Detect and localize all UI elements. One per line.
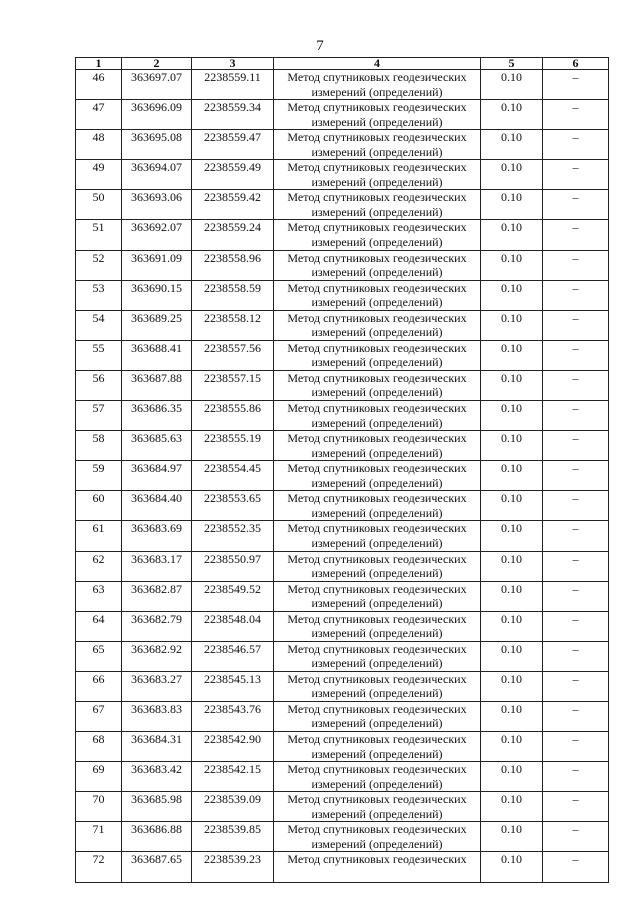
column-header: 1 — [76, 58, 122, 70]
table-row — [76, 852, 609, 882]
accuracy-cell: 0.10 — [481, 581, 543, 611]
method-cell: Метод спутниковых геодезических измерений (определений) — [274, 792, 481, 822]
y-coordinate-cell: 2238559.11 — [192, 70, 274, 100]
y-coordinate-cell: 2238549.52 — [192, 581, 274, 611]
y-coordinate-cell: 2238557.15 — [192, 370, 274, 400]
point-number-cell: 61 — [76, 521, 122, 551]
method-cell: Метод спутниковых геодезических измерений (определений) — [274, 671, 481, 701]
point-number-cell: 48 — [76, 130, 122, 160]
accuracy-cell: 0.10 — [481, 401, 543, 431]
note-cell: – — [543, 340, 609, 370]
table-row — [76, 701, 609, 731]
x-coordinate-cell: 363687.88 — [122, 370, 192, 400]
accuracy-cell: 0.10 — [481, 551, 543, 581]
point-number-cell: 50 — [76, 190, 122, 220]
table-row — [76, 280, 609, 310]
point-number-cell: 67 — [76, 701, 122, 731]
column-header: 3 — [192, 58, 274, 70]
column-header: 4 — [274, 58, 481, 70]
table-row — [76, 220, 609, 250]
method-cell: Метод спутниковых геодезических измерений (определений) — [274, 431, 481, 461]
method-cell: Метод спутниковых геодезических измерений (определений) — [274, 340, 481, 370]
y-coordinate-cell: 2238559.49 — [192, 160, 274, 190]
y-coordinate-cell: 2238559.24 — [192, 220, 274, 250]
table-row — [76, 792, 609, 822]
table-row — [76, 581, 609, 611]
x-coordinate-cell: 363683.83 — [122, 701, 192, 731]
table-row — [76, 401, 609, 431]
accuracy-cell: 0.10 — [481, 762, 543, 792]
accuracy-cell: 0.10 — [481, 130, 543, 160]
method-cell: Метод спутниковых геодезических измерений (определений) — [274, 190, 481, 220]
y-coordinate-cell: 2238539.23 — [192, 852, 274, 882]
table-row — [76, 732, 609, 762]
table-header-row — [76, 58, 609, 70]
table-row — [76, 340, 609, 370]
x-coordinate-cell: 363683.42 — [122, 762, 192, 792]
table-row — [76, 160, 609, 190]
table-row — [76, 762, 609, 792]
y-coordinate-cell: 2238554.45 — [192, 461, 274, 491]
x-coordinate-cell: 363683.27 — [122, 671, 192, 701]
x-coordinate-cell: 363684.31 — [122, 732, 192, 762]
y-coordinate-cell: 2238558.59 — [192, 280, 274, 310]
point-number-cell: 53 — [76, 280, 122, 310]
table-row — [76, 521, 609, 551]
accuracy-cell: 0.10 — [481, 250, 543, 280]
point-number-cell: 57 — [76, 401, 122, 431]
table-row — [76, 431, 609, 461]
table-body — [76, 70, 609, 883]
point-number-cell: 46 — [76, 70, 122, 100]
note-cell: – — [543, 551, 609, 581]
method-cell: Метод спутниковых геодезических измерений (определений) — [274, 280, 481, 310]
y-coordinate-cell: 2238553.65 — [192, 491, 274, 521]
x-coordinate-cell: 363682.92 — [122, 641, 192, 671]
point-number-cell: 55 — [76, 340, 122, 370]
accuracy-cell: 0.10 — [481, 340, 543, 370]
accuracy-cell: 0.10 — [481, 611, 543, 641]
method-cell: Метод спутниковых геодезических измерений (определений) — [274, 310, 481, 340]
x-coordinate-cell: 363688.41 — [122, 340, 192, 370]
method-cell: Метод спутниковых геодезических измерений (определений) — [274, 762, 481, 792]
point-number-cell: 59 — [76, 461, 122, 491]
accuracy-cell: 0.10 — [481, 852, 543, 882]
note-cell: – — [543, 70, 609, 100]
point-number-cell: 54 — [76, 310, 122, 340]
method-cell: Метод спутниковых геодезических измерений (определений) — [274, 461, 481, 491]
method-cell: Метод спутниковых геодезических измерений (определений) — [274, 641, 481, 671]
method-cell: Метод спутниковых геодезических измерений (определений) — [274, 611, 481, 641]
accuracy-cell: 0.10 — [481, 491, 543, 521]
y-coordinate-cell: 2238546.57 — [192, 641, 274, 671]
x-coordinate-cell: 363684.97 — [122, 461, 192, 491]
column-header: 6 — [543, 58, 609, 70]
y-coordinate-cell: 2238558.12 — [192, 310, 274, 340]
note-cell: – — [543, 822, 609, 852]
accuracy-cell: 0.10 — [481, 461, 543, 491]
x-coordinate-cell: 363685.98 — [122, 792, 192, 822]
accuracy-cell: 0.10 — [481, 370, 543, 400]
x-coordinate-cell: 363690.15 — [122, 280, 192, 310]
accuracy-cell: 0.10 — [481, 100, 543, 130]
point-number-cell: 51 — [76, 220, 122, 250]
accuracy-cell: 0.10 — [481, 822, 543, 852]
point-number-cell: 70 — [76, 792, 122, 822]
point-number-cell: 69 — [76, 762, 122, 792]
y-coordinate-cell: 2238559.42 — [192, 190, 274, 220]
point-number-cell: 52 — [76, 250, 122, 280]
x-coordinate-cell: 363685.63 — [122, 431, 192, 461]
note-cell: – — [543, 220, 609, 250]
page-number: 7 — [316, 38, 324, 54]
note-cell: – — [543, 762, 609, 792]
coordinates-table — [75, 57, 609, 883]
accuracy-cell: 0.10 — [481, 701, 543, 731]
note-cell: – — [543, 130, 609, 160]
note-cell: – — [543, 671, 609, 701]
x-coordinate-cell: 363694.07 — [122, 160, 192, 190]
method-cell: Метод спутниковых геодезических измерений (определений) — [274, 521, 481, 551]
x-coordinate-cell: 363683.17 — [122, 551, 192, 581]
accuracy-cell: 0.10 — [481, 70, 543, 100]
method-cell: Метод спутниковых геодезических измерений (определений) — [274, 822, 481, 852]
method-cell: Метод спутниковых геодезических измерений (определений) — [274, 701, 481, 731]
x-coordinate-cell: 363684.40 — [122, 491, 192, 521]
point-number-cell: 49 — [76, 160, 122, 190]
column-header: 2 — [122, 58, 192, 70]
method-cell: Метод спутниковых геодезических измерений (определений) — [274, 732, 481, 762]
x-coordinate-cell: 363682.87 — [122, 581, 192, 611]
note-cell: – — [543, 491, 609, 521]
y-coordinate-cell: 2238539.09 — [192, 792, 274, 822]
accuracy-cell: 0.10 — [481, 641, 543, 671]
note-cell: – — [543, 401, 609, 431]
y-coordinate-cell: 2238548.04 — [192, 611, 274, 641]
note-cell: – — [543, 280, 609, 310]
method-cell: Метод спутниковых геодезических измерений (определений) — [274, 491, 481, 521]
method-cell: Метод спутниковых геодезических измерений (определений) — [274, 130, 481, 160]
table-row — [76, 190, 609, 220]
table-row — [76, 551, 609, 581]
y-coordinate-cell: 2238542.90 — [192, 732, 274, 762]
note-cell: – — [543, 852, 609, 882]
point-number-cell: 60 — [76, 491, 122, 521]
x-coordinate-cell: 363692.07 — [122, 220, 192, 250]
method-cell: Метод спутниковых геодезических — [274, 852, 481, 882]
note-cell: – — [543, 160, 609, 190]
point-number-cell: 68 — [76, 732, 122, 762]
y-coordinate-cell: 2238559.47 — [192, 130, 274, 160]
x-coordinate-cell: 363693.06 — [122, 190, 192, 220]
note-cell: – — [543, 732, 609, 762]
point-number-cell: 66 — [76, 671, 122, 701]
method-cell: Метод спутниковых геодезических измерений (определений) — [274, 551, 481, 581]
accuracy-cell: 0.10 — [481, 160, 543, 190]
accuracy-cell: 0.10 — [481, 310, 543, 340]
y-coordinate-cell: 2238542.15 — [192, 762, 274, 792]
point-number-cell: 72 — [76, 852, 122, 882]
y-coordinate-cell: 2238539.85 — [192, 822, 274, 852]
accuracy-cell: 0.10 — [481, 521, 543, 551]
point-number-cell: 56 — [76, 370, 122, 400]
note-cell: – — [543, 461, 609, 491]
x-coordinate-cell: 363687.65 — [122, 852, 192, 882]
method-cell: Метод спутниковых геодезических измерений (определений) — [274, 370, 481, 400]
accuracy-cell: 0.10 — [481, 671, 543, 701]
point-number-cell: 47 — [76, 100, 122, 130]
method-cell: Метод спутниковых геодезических измерений (определений) — [274, 220, 481, 250]
point-number-cell: 65 — [76, 641, 122, 671]
y-coordinate-cell: 2238558.96 — [192, 250, 274, 280]
accuracy-cell: 0.10 — [481, 220, 543, 250]
accuracy-cell: 0.10 — [481, 280, 543, 310]
x-coordinate-cell: 363697.07 — [122, 70, 192, 100]
note-cell: – — [543, 310, 609, 340]
table-row — [76, 461, 609, 491]
table-row — [76, 671, 609, 701]
method-cell: Метод спутниковых геодезических измерений (определений) — [274, 401, 481, 431]
table-row — [76, 611, 609, 641]
note-cell: – — [543, 250, 609, 280]
y-coordinate-cell: 2238559.34 — [192, 100, 274, 130]
x-coordinate-cell: 363695.08 — [122, 130, 192, 160]
x-coordinate-cell: 363689.25 — [122, 310, 192, 340]
method-cell: Метод спутниковых геодезических измерений (определений) — [274, 581, 481, 611]
y-coordinate-cell: 2238555.19 — [192, 431, 274, 461]
note-cell: – — [543, 701, 609, 731]
table-row — [76, 491, 609, 521]
accuracy-cell: 0.10 — [481, 431, 543, 461]
note-cell: – — [543, 431, 609, 461]
point-number-cell: 71 — [76, 822, 122, 852]
point-number-cell: 64 — [76, 611, 122, 641]
method-cell: Метод спутниковых геодезических измерений (определений) — [274, 100, 481, 130]
note-cell: – — [543, 611, 609, 641]
table-row — [76, 100, 609, 130]
x-coordinate-cell: 363686.88 — [122, 822, 192, 852]
method-cell: Метод спутниковых геодезических измерений (определений) — [274, 70, 481, 100]
y-coordinate-cell: 2238552.35 — [192, 521, 274, 551]
note-cell: – — [543, 370, 609, 400]
note-cell: – — [543, 641, 609, 671]
x-coordinate-cell: 363696.09 — [122, 100, 192, 130]
x-coordinate-cell: 363682.79 — [122, 611, 192, 641]
note-cell: – — [543, 792, 609, 822]
x-coordinate-cell: 363691.09 — [122, 250, 192, 280]
column-header: 5 — [481, 58, 543, 70]
table-row — [76, 250, 609, 280]
method-cell: Метод спутниковых геодезических измерений (определений) — [274, 250, 481, 280]
point-number-cell: 62 — [76, 551, 122, 581]
table-row — [76, 822, 609, 852]
y-coordinate-cell: 2238555.86 — [192, 401, 274, 431]
table-row — [76, 370, 609, 400]
x-coordinate-cell: 363683.69 — [122, 521, 192, 551]
note-cell: – — [543, 581, 609, 611]
note-cell: – — [543, 521, 609, 551]
table-row — [76, 70, 609, 100]
y-coordinate-cell: 2238543.76 — [192, 701, 274, 731]
y-coordinate-cell: 2238550.97 — [192, 551, 274, 581]
point-number-cell: 63 — [76, 581, 122, 611]
note-cell: – — [543, 190, 609, 220]
point-number-cell: 58 — [76, 431, 122, 461]
table-row — [76, 641, 609, 671]
y-coordinate-cell: 2238557.56 — [192, 340, 274, 370]
table-row — [76, 130, 609, 160]
x-coordinate-cell: 363686.35 — [122, 401, 192, 431]
table-row — [76, 310, 609, 340]
accuracy-cell: 0.10 — [481, 190, 543, 220]
note-cell: – — [543, 100, 609, 130]
accuracy-cell: 0.10 — [481, 732, 543, 762]
method-cell: Метод спутниковых геодезических измерений (определений) — [274, 160, 481, 190]
y-coordinate-cell: 2238545.13 — [192, 671, 274, 701]
accuracy-cell: 0.10 — [481, 792, 543, 822]
